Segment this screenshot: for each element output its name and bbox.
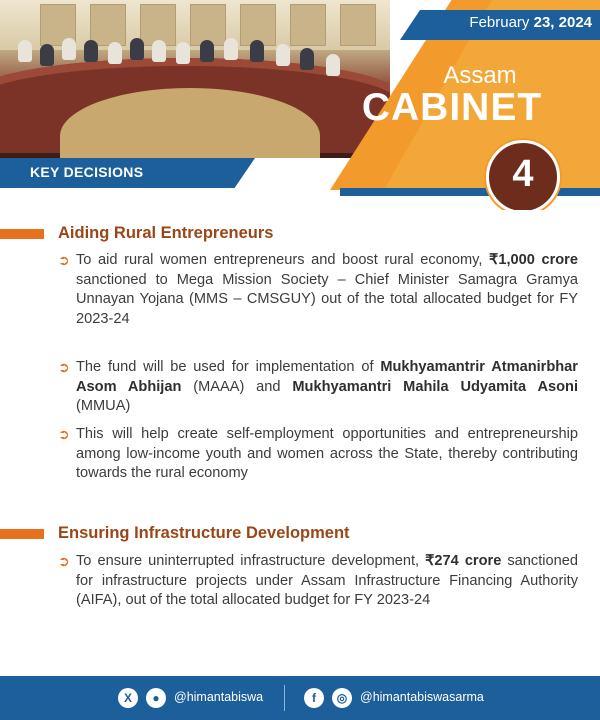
bullet-item — [58, 552, 578, 611]
bullet-item — [58, 425, 578, 484]
bullet-item — [58, 358, 578, 417]
key-decisions-label: KEY DECISIONS — [30, 164, 144, 180]
decision-number-badge — [486, 140, 560, 210]
bullet-text: To aid rural women entrepreneurs and boost rural economy, ₹1,000 crore sanctioned to Mega Mission Society – Chief Minister Samagra Gramya Unnayan Yojana (MMS – CMSGUY) out of the total allocated budget for FY 2023-24 — [76, 252, 578, 327]
bullet-text: The fund will be used for implementation of Mukhyamantrir Atmanirbhar Asom Abhijan (MAAA) and Mukhyamantri Mahila Udyamita Asoni (MMUA) — [76, 359, 579, 414]
section-accent-bar — [0, 529, 44, 539]
date-label: February 23, 2024 — [469, 14, 592, 31]
title-large: CABINET — [361, 86, 543, 129]
arrow-circle-icon: ➲ — [58, 427, 70, 443]
decision-number: 4 — [512, 153, 534, 195]
facebook-icon[interactable]: f — [304, 688, 324, 708]
x-icon[interactable]: X — [118, 688, 138, 708]
bullet-text: This will help create self-employment opportunities and entrepreneurship among low-income youth and women across the State, thereby contributing towards the rural economy — [76, 426, 578, 481]
footer-bar — [0, 676, 600, 720]
koo-icon[interactable]: ● — [146, 688, 166, 708]
section-title: Aiding Rural Entrepreneurs — [58, 224, 274, 242]
arrow-circle-icon: ➲ — [58, 554, 70, 570]
handle-right[interactable]: @himantabiswasarma — [360, 690, 484, 704]
instagram-icon[interactable]: ◎ — [332, 688, 352, 708]
section-accent-bar — [0, 229, 44, 239]
section-title: Ensuring Infrastructure Development — [58, 524, 350, 542]
handle-left[interactable]: @himantabiswa — [174, 690, 264, 704]
cabinet-meeting-photo — [0, 0, 390, 158]
title-small: Assam — [443, 62, 517, 89]
arrow-circle-icon: ➲ — [58, 253, 70, 269]
header-banner — [0, 0, 600, 210]
bullet-item — [58, 251, 578, 329]
bullet-text: To ensure uninterrupted infrastructure development, ₹274 crore sanctioned for infrastructure projects under Assam Infrastructure Financing Authority (AIFA), out of the total allocated budget for FY 2023-24 — [76, 553, 578, 608]
arrow-circle-icon: ➲ — [58, 360, 70, 376]
